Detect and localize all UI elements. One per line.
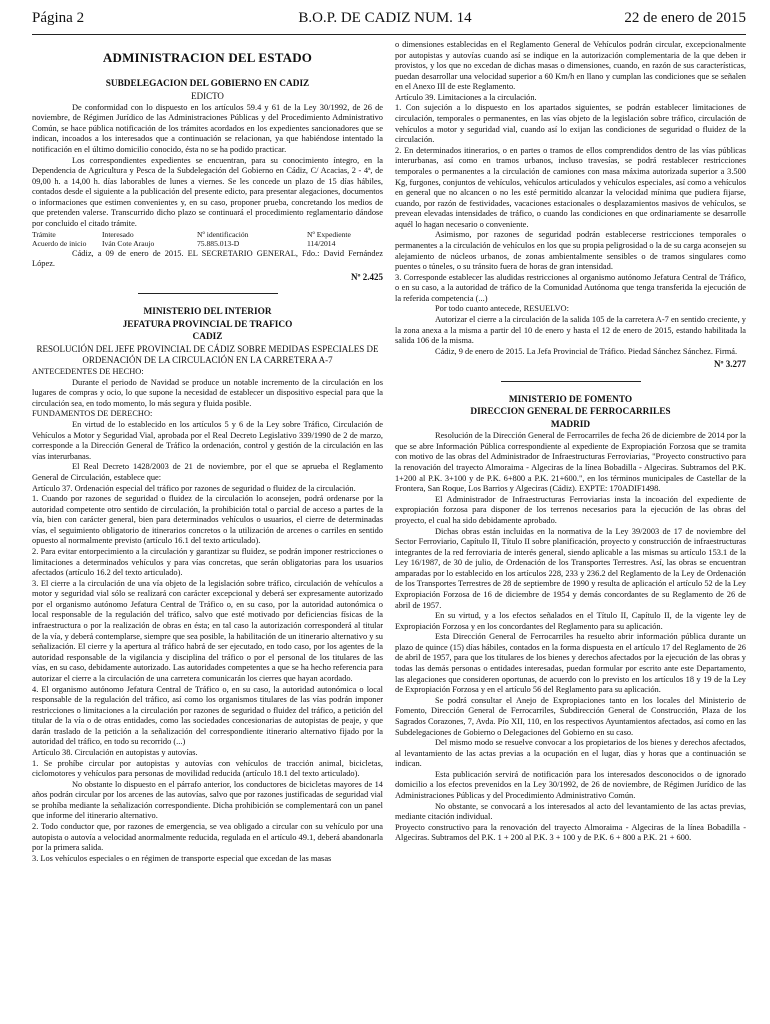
table-cell: 114/2014 (307, 239, 336, 249)
signature: Cádiz, 9 de enero de 2015. La Jefa Provincial de Tráfico. Piedad Sánchez Sánchez. Firmá. (435, 346, 738, 356)
paragraph: No obstante lo dispuesto en el párrafo anterior, los conductores de bicicletas mayores de 14 años podrán circular por los arcenes de las autovías, salvo que por razones justificadas de seguridad vial se prohíba mediante la señalización correspondiente. Dicha prohibición se complementará con un panel que informe del itinerario alternativo. (32, 779, 383, 821)
paragraph: 2. Todo conductor que, por razones de emergencia, se vea obligado a circular con su vehículo por una autopista o autovía a velocidad anormalmente reducida, regulada en el artículo 49.1, deberá abandonarla por la primera salida. (32, 822, 383, 853)
table-cell: Interesado (102, 229, 134, 239)
paragraph: Se podrá consultar el Anejo de Expropiaciones tanto en los locales del Ministerio de Fomento, Dirección General de Ferrocarriles, Subdirección General de Construcción, Plaza de los Sagrados Corazones, 7, Avda. Pío XII, 110, en los respectivos Ayuntamientos afectados, así como en las Subdelegaciones de Gobierno o Delegaciones del Gobierno en su caso. (395, 695, 746, 737)
publication-date: 22 de enero de 2015 (624, 10, 746, 26)
page-number: Página 2 (32, 10, 85, 26)
table-cell: Nº identificación (197, 229, 249, 239)
paragraph: 4. El organismo autónomo Jefatura Central de Tráfico o, en su caso, la autoridad autonómica o local responsable de la regulación del tráfico, así como los organismos titulares de las vías podrán imponer restricciones o limitaciones a la circulación por razones de seguridad o fluidez del tráfico, a petición del titular de la vía o de otras entidades, como las sociedades concesionarias de autopistas de peaje, y que darán traslado de la petición a la señalización del correspondiente itinerario alternativo fijado por la autoridad del tráfico, en todo su recorrido (...) (32, 684, 383, 747)
paragraph: Por todo cuanto antecede, RESUELVO: (435, 304, 569, 314)
notice-heading: MINISTERIO DE FOMENTO (508, 394, 633, 405)
paragraph: El Administrador de Infraestructuras Ferroviarias insta la incoación del expediente de expropiación forzosa para disponer de los terrenos necesarios para la ejecución de las obras del proyecto, el cual ha sido debidamente aprobado. (395, 494, 746, 525)
paragraph: Del mismo modo se resuelve convocar a los propietarios de los bienes y derechos afectados, al levantamiento de las actas previas a la ocupación en el lugar, días y horas que a continuación se indican. (395, 738, 746, 769)
article-title: Artículo 37. Ordenación especial del tráfico por razones de seguridad o fluidez de la circulación. (32, 483, 356, 493)
paragraph: Asimismo, por razones de seguridad podrán establecerse restricciones temporales o permanentes a la circulación de vehículos en los que su propia peligrosidad o la de su carga aconsejen su alejamiento de núcleos urbanos, de zonas ambientalmente sensibles o de tramos singulares como puentes o túneles, o su tránsito fuera de horas de gran intensidad. (395, 230, 746, 272)
table-row (32, 239, 383, 249)
paragraph: Esta Dirección General de Ferrocarriles ha resuelto abrir información pública durante un plazo de quince (15) días hábiles, contados en la forma dispuesta en el artículo 17 del Reglamento de 26 de abril de 1957, para que los titulares de los bienes y derechos afectados por la ejecución de las obras y todas las demás personas o entidades interesadas, puedan formular por escrito ante este Departamento, las alegaciones que consideren oportunas, de acuerdo con lo previsto en los artículos 18 y 19 de la Ley de Expropiación Forzosa y en el artículo 56 del Reglamento para su aplicación. (395, 632, 746, 695)
signature: Cádiz, a 09 de enero de 2015. EL SECRETARIO GENERAL, Fdo.: David Fernández López. (32, 248, 383, 269)
paragraph: 1. Cuando por razones de seguridad o fluidez de la circulación lo aconsejen, podrá ordenarse por la autoridad competente otro sentido de circulación, la prohibición total o parcial de acceso a partes de la vía, bien con carácter general, bien para determinados vehículos o usuarios, el cierre de determinadas vías, el seguimiento obligatorio de itinerarios concretos o la utilización de arcenes o carriles en sentido opuesto al normalmente previsto (artículo 16.1 del texto articulado). (32, 494, 383, 546)
paragraph: De conformidad con lo dispuesto en los artículos 59.4 y 61 de la Ley 30/1992, de 26 de noviembre, de Régimen Jurídico de las Administraciones Públicas y del Procedimiento Administrativo Común, se hace pública notificación de los trámites acordados en los expedientes sancionadores que se indican, incoados a los interesados que a continuación se relacionan, ya que habiéndose intentado la notificación en el último domicilio conocido, ésta no se ha podido practicar. (32, 102, 383, 154)
header-rule (32, 34, 746, 35)
paragraph: 1. Con sujeción a lo dispuesto en los apartados siguientes, se podrán establecer limitaciones de circulación, temporales o permanentes, en las vías objeto de la legislación sobre tráfico, circulación de vehículos a motor y seguridad vial, cuando así lo exijan las condiciones de seguridad o fluidez de la circulación. (395, 103, 746, 145)
paragraph: Dichas obras están incluidas en la normativa de la Ley 39/2003 de 17 de noviembre del Sector Ferroviario, Capítulo II, Título II sobre planificación, proyecto y construcción de infraestructuras integrantes de la red ferroviaria de interés general, siendo aplicable a las mismas su artículo 153.1 de la Ley 16/1987, de 30 de julio, de Ordenación de los Transportes Terrestres. Así, las obras se encuentran amparadas por lo establecido en los artículos 228, 233 y 236.2 del Reglamento de la Ley de Ordenación de los Transportes Terrestres de 28 de septiembre de 1990 y resulta de aplicación el artículo 52 de la Ley Expropiación Forzosa de 16 de diciembre de 1954 y demás concordantes de su Reglamento de 26 de abril de 1957. (395, 526, 746, 610)
paragraph: 3. Corresponde establecer las aludidas restricciones al organismo autónomo Jefatura Central de Tráfico, o en su caso, a la autoridad de tráfico de la Comunidad Autónoma que tenga transferida la ejecución de la referida competencia (...) (395, 272, 746, 303)
paragraph: Resolución de la Dirección General de Ferrocarriles de fecha 26 de diciembre de 2014 por la que se abre Información Pública correspondiente al expediente de Expropiación Forzosa que se tramita con motivo de las obras del Administrador de Infraestructuras Ferroviarias, "Proyecto constructivo para la renovación del trayecto Almoraima - Algeciras de la línea Bobadilla - Algeciras. Subtramos del P.K. 1+200 al P.K. 3+100 y de P.K. 6+800 a P.K. 21+600.", en los términos municipales de Castellar de la Frontera, San Roque, Los Barrios y Algeciras (Cádiz). EXPTE: 170ADIF1498. (395, 431, 746, 494)
table-cell: 75.885.013-D (197, 239, 240, 249)
notice-subheading: DIRECCION GENERAL DE FERROCARRILES (470, 407, 671, 418)
table-cell: Acuerdo de inicio (32, 239, 87, 249)
paragraph: 1. Se prohíbe circular por autopistas y autovías con vehículos de tracción animal, bicicletas, ciclomotores y vehículos para personas de movilidad reducida (artículo 18.1 del texto articulado). (32, 758, 383, 779)
right-column (395, 40, 746, 1024)
notice-place: CADIZ (192, 332, 223, 343)
left-column (32, 40, 383, 1024)
paragraph: 3. Los vehículos especiales o en régimen de transporte especial que excedan de las masas (32, 853, 332, 863)
article-title: Artículo 39. Limitaciones a la circulación. (395, 92, 537, 102)
columns (32, 40, 746, 1024)
paragraph: No obstante, se convocará a los interesados al acto del levantamiento de las actas previas, mediante citación individual. (395, 801, 746, 822)
fundamentos-label: FUNDAMENTOS DE DERECHO: (32, 409, 153, 419)
page-header (32, 10, 746, 32)
separator (501, 381, 641, 382)
paragraph: El Real Decreto 1428/2003 de 21 de noviembre, por el que se aprueba el Reglamento General de Circulación, establece que: (32, 462, 383, 482)
resolution-title: RESOLUCIÓN DEL JEFE PROVINCIAL DE CÁDIZ SOBRE MEDIDAS ESPECIALES DE ORDENACIÓN DE LA CIRCULACIÓN EN LA CARRETERA A-7 (36, 343, 379, 366)
paragraph: Los correspondientes expedientes se encuentran, para su conocimiento íntegro, en la Dependencia de Agricultura y Pesca de la Subdelegación del Gobierno en Cádiz, C/ Acacias, 2 - 4ª, de 09,00 h. a 14,00 h. días laborables de lunes a viernes. Se les concede un plazo de 15 días hábiles, contados desde el siguiente a la publicación del presente edicto, para presentar alegaciones, documentos o informaciones que estimen convenientes y, en su caso, proponer prueba, concretando los medios de que pretenden valerse. Transcurrido dicho plazo se continuará el procedimiento reglamentario dándose por concluido el citado trámite. (32, 155, 383, 228)
notice-subheading: EDICTO (191, 90, 224, 101)
table-cell: Trámite (32, 229, 56, 239)
table-cell: Iván Cote Araujo (102, 239, 155, 249)
paragraph: Durante el periodo de Navidad se produce un notable incremento de la circulación en los lugares de compras y ocio, lo que supone la necesidad de establecer un dispositivo especial para que la circulación sea, en todo momento, lo más segura y fluida posible. (32, 377, 383, 408)
paragraph: o dimensiones establecidas en el Reglamento General de Vehículos podrán circular, excepcionalmente por autopistas y autovías cuando así se indique en la autorización complementaria de la que deben ir provistos, y los que no excedan de dichas masas o dimensiones, cuando, en razón de sus características, puedan desarrollar una velocidad superior a 60 Km/h en llano y cumplan las condiciones que se señalen en el Anexo III de este Reglamento. (395, 40, 746, 92)
notice-heading: SUBDELEGACION DEL GOBIERNO EN CADIZ (105, 79, 310, 90)
section-title: ADMINISTRACION DEL ESTADO (102, 50, 313, 65)
notice-code: Nº 3.277 (714, 359, 746, 370)
paragraph: Esta publicación servirá de notificación para los interesados desconocidos o de ignorado domicilio a los efectos prevenidos en la Ley 30/1992, de 26 de noviembre, de Régimen Jurídico de las Administraciones Públicas y del Procedimiento Administrativo Común. (395, 769, 746, 800)
table-header (32, 230, 383, 240)
notice-heading: MINISTERIO DEL INTERIOR (143, 307, 272, 318)
publication-title: B.O.P. DE CADIZ NUM. 14 (298, 10, 472, 26)
paragraph: En su virtud, y a los efectos señalados en el Título II, Capítulo II, de la vigente ley de Expropiación Forzosa y en los concordantes del Reglamento para su aplicación. (395, 611, 746, 631)
table-cell: Nº Expediente (307, 229, 351, 239)
article-title: Artículo 38. Circulación en autopistas y autovías. (32, 747, 198, 757)
paragraph: 2. Para evitar entorpecimiento a la circulación y garantizar su fluidez, se podrán imponer restricciones o limitaciones a determinados vehículos y para vías concretas, que serán obligatorias para los usuarios afectados (artículo 16.2 del texto articulado). (32, 547, 383, 578)
notice-code: Nº 2.425 (351, 271, 383, 282)
paragraph: En virtud de lo establecido en los artículos 5 y 6 de la Ley sobre Tráfico, Circulación de Vehículos a Motor y Seguridad Vial, aprobada por el Real Decreto Legislativo 339/1990 de 2 de marzo, corresponde a la Dirección General de Tráfico la ordenación, control y gestión de la circulación en las vías interurbanas. (32, 420, 383, 461)
antecedentes-label: ANTECEDENTES DE HECHO: (32, 367, 144, 377)
separator (138, 293, 278, 294)
notice-subheading: JEFATURA PROVINCIAL DE TRAFICO (122, 319, 293, 330)
notice-place: MADRID (550, 419, 591, 430)
paragraph: 2. En determinados itinerarios, o en partes o tramos de ellos comprendidos dentro de las vías públicas interurbanas, así como en tramos urbanos, incluso travesías, se podrá restablecer restricciones temporales o permanentes a la circulación de camiones con masa máxima autorizada superior a 3.500 Kg, furgones, conjuntos de vehículos, vehículos articulados y vehículos especiales, así como a vehículos en general que no alcancen o no les esté permitido alcanzar la velocidad mínima que pudiera fijarse, cuando, por razón de festividades, vacaciones estacionales o desplazamientos masivos de vehículos, se prevean elevadas intensidades de tráfico, o cuando las condiciones en que ordinariamente se desarrolle aquél lo hagan necesario o conveniente. (395, 145, 746, 229)
paragraph: Proyecto constructivo para la renovación del trayecto Almoraima - Algeciras de la línea Bobadilla - Algeciras. Subtramos del P.K. 1 + 200 al P.K. 3 + 100 y de P.K. 6 + 800 a P.K. 21 + 600. (395, 822, 746, 843)
paragraph: 3. El cierre a la circulación de una vía objeto de la legislación sobre tráfico, circulación de vehículos a motor y seguridad vial sólo se realizará con carácter excepcional y deberá ser expresamente autorizado por el organismo autónomo Jefatura Central de Tráfico o, en su caso, por la autoridad autonómica o local responsable de la regulación del tráfico, salvo que esté motivado por deficiencias físicas de la infraestructura o por la realización de obras en ésta; en tal caso la autorización corresponderá al titular de la vía, y deberá contemplarse, siempre que sea posible, la habilitación de un itinerario alternativo y su señalización. El cierre y la apertura al tráfico habrá de ser ejecutado, en todo caso, por los agentes de la autoridad responsable de la vigilancia y disciplina del tráfico o por el personal de los titulares de las vías, en su caso, debidamente autorizado. Las autoridades competentes a que se ha hecho referencia para autorizar el cierre a la circulación de una carretera comunicarán los cierres que hayan acordado. (32, 578, 383, 683)
paragraph: Autorizar el cierre a la circulación de la salida 105 de la carretera A-7 en sentido creciente, y la zona anexa a la misma a partir del 10 de enero y hasta el 12 de enero de 2015, estando habilitada la salida 106 de la misma. (395, 315, 746, 346)
